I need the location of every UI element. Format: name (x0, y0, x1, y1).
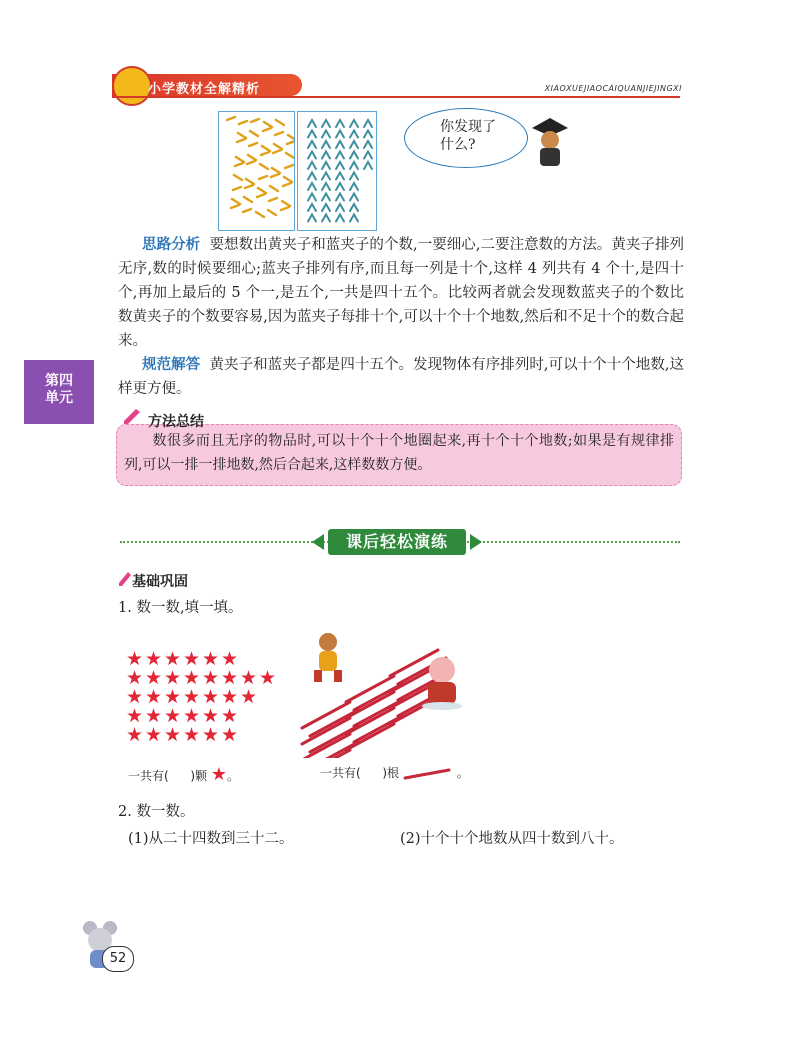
star-icon: ★ (240, 686, 258, 708)
stick-icon (346, 692, 394, 718)
blue-clip-icon (322, 131, 330, 138)
blue-clip-icon (322, 152, 330, 159)
blue-clip-icon (336, 162, 344, 169)
yellow-clip-icon (238, 133, 246, 138)
star-icon: ★ (126, 705, 144, 727)
header-rule (112, 96, 680, 98)
method-summary-body: 数很多而且无序的物品时,可以十个十个地圈起来,再十个十个地数;如果是有规律排列,可以一排一排地数,然后合起来,这样数数方便。 (124, 433, 674, 473)
yellow-clip-icon (245, 185, 253, 188)
yellow-clip-icon (232, 199, 240, 204)
blue-clip-icon (322, 173, 330, 180)
yellow-clip-icon (234, 175, 242, 180)
yellow-clips-icon (219, 112, 294, 230)
yellow-clip-icon (270, 186, 278, 191)
star-icon: ★ (145, 705, 163, 727)
header-pinyin: XIAOXUEJIAOCAIQUANJIEJINGXI (544, 84, 682, 93)
blue-clip-icon (364, 141, 372, 148)
blue-clip-icon (308, 183, 316, 190)
blue-clip-icon (308, 204, 316, 211)
star-icon: ★ (164, 667, 182, 689)
yellow-clip-icon (285, 165, 293, 168)
blue-clip-icon (308, 120, 316, 127)
header-title: 小学教材全解精析 (148, 82, 261, 97)
blue-clip-icon (350, 173, 358, 180)
blue-clip-icon (336, 215, 344, 222)
yellow-clip-icon (250, 131, 258, 136)
star-icon: ★ (221, 705, 239, 727)
blue-clip-icon (336, 152, 344, 159)
yellow-clip-icon (260, 164, 268, 169)
answer-paragraph (118, 353, 684, 401)
yellow-clip-icon (263, 128, 271, 131)
yellow-clip-icon (275, 132, 283, 135)
stars-answer-line: 一共有( )颗 ★。 (128, 764, 240, 785)
stars-answer-prefix: 一共有( (128, 769, 169, 783)
blue-clip-icon (350, 215, 358, 222)
star-icon: ★ (183, 686, 201, 708)
star-icon: ★ (202, 686, 220, 708)
blue-clip-icon (364, 152, 372, 159)
stars-answer-blank[interactable] (173, 779, 187, 780)
blue-clip-icon (364, 131, 372, 138)
question-1-title: 1. 数一数,填一填。 (118, 600, 243, 616)
blue-clip-icon (322, 215, 330, 222)
blue-clip-icon (350, 120, 358, 127)
blue-clip-icon (350, 162, 358, 169)
star-icon: ★ (145, 686, 163, 708)
yellow-clip-icon (237, 139, 245, 142)
blue-clip-icon (364, 120, 372, 127)
yellow-clip-icon (268, 210, 276, 215)
stars-answer-suffix: )颗 (190, 769, 208, 783)
yellow-clips-panel (218, 111, 295, 231)
blue-clip-icon (308, 152, 316, 159)
question-2-title: 2. 数一数。 (118, 804, 195, 820)
star-icon: ★ (221, 724, 239, 746)
sticks-answer-line: 一共有( )根 。 (320, 766, 469, 780)
section-title: 课后轻松演练 (328, 529, 466, 555)
blue-clip-icon (322, 120, 330, 127)
yellow-clip-icon (239, 121, 247, 124)
side-tab-line-1: 第四 (45, 373, 73, 389)
blue-clip-icon (350, 183, 358, 190)
yellow-clip-icon (259, 176, 267, 179)
blue-clip-icon (322, 194, 330, 201)
star-icon: ★ (145, 724, 163, 746)
right-arrow-icon (470, 534, 482, 550)
star-icon: ★ (164, 686, 182, 708)
yellow-clip-icon (262, 146, 270, 151)
yellow-clip-icon (233, 187, 241, 190)
star-icon: ★ (183, 667, 201, 689)
star-icon: ★ (164, 648, 182, 670)
yellow-clip-icon (256, 212, 264, 217)
blue-clip-icon (350, 131, 358, 138)
yellow-clip-icon (276, 120, 284, 125)
yellow-clip-icon (249, 143, 257, 146)
blue-clip-icon (322, 183, 330, 190)
blue-clip-icon (308, 131, 316, 138)
yellow-clip-icon (287, 141, 294, 144)
stick-icon (302, 702, 350, 728)
star-icon: ★ (210, 764, 227, 785)
scholar-mascot-icon (528, 116, 570, 168)
star-icon: ★ (221, 667, 239, 689)
yellow-clip-icon (244, 197, 252, 202)
yellow-clip-icon (274, 144, 282, 149)
blue-clip-icon (322, 141, 330, 148)
blue-clip-icon (308, 215, 316, 222)
yellow-clip-icon (271, 174, 279, 177)
star-icon: ★ (164, 724, 182, 746)
sticks-answer-prefix: 一共有( (320, 766, 361, 780)
yellow-clip-icon (286, 153, 294, 158)
blue-clip-icon (336, 204, 344, 211)
star-icon: ★ (183, 648, 201, 670)
star-icon: ★ (145, 648, 163, 670)
left-arrow-icon (312, 534, 324, 550)
star-icon: ★ (202, 705, 220, 727)
yellow-clip-icon (281, 207, 289, 210)
yellow-clip-icon (273, 150, 281, 153)
stick-icon (302, 718, 350, 744)
method-summary-title: 方法总结 (148, 414, 204, 430)
blue-clips-panel (297, 111, 377, 231)
star-icon: ★ (164, 705, 182, 727)
yellow-clip-icon (227, 117, 235, 120)
star-icon: ★ (126, 724, 144, 746)
yellow-clip-icon (283, 183, 291, 186)
yellow-clip-icon (264, 122, 272, 127)
star-icon: ★ (183, 705, 201, 727)
star-icon: ★ (202, 724, 220, 746)
blue-clip-icon (336, 131, 344, 138)
basics-title: 基础巩固 (132, 574, 188, 590)
page-number: 52 (102, 946, 134, 972)
yellow-clip-icon (282, 201, 290, 206)
blue-clip-icon (336, 141, 344, 148)
yellow-clip-icon (247, 161, 255, 164)
analysis-text: 要想数出黄夹子和蓝夹子的个数,一要细心,二要注意数的方法。黄夹子排列无序,数的时候要细心;蓝夹子排列有序,而且每一列是十个,这样 4 列共有 4 个十,是四十个,再加上最后的 5 个一,是五个,一共是四十五个。比较两者就会发现数蓝夹子的个数比数黄夹子的个数要容易,因为蓝夹子每排十个,可以十个十个地数,然后和不足十个的数合起来。 (118, 237, 685, 349)
book-logo-icon (112, 66, 152, 106)
yellow-clip-icon (248, 155, 256, 160)
yellow-clip-icon (261, 152, 269, 155)
star-icon: ★ (183, 724, 201, 746)
yellow-clip-icon (284, 177, 292, 182)
pencil-icon (118, 571, 132, 587)
star-icon: ★ (126, 667, 144, 689)
blue-clip-icon (336, 173, 344, 180)
blue-clip-icon (350, 152, 358, 159)
star-icon: ★ (145, 667, 163, 689)
unit-side-tab (24, 360, 94, 424)
answer-label: 规范解答 (142, 357, 201, 373)
question-2-part-2: (2)十个十个地数从四十数到八十。 (400, 831, 624, 847)
method-summary-text (124, 429, 674, 477)
blue-clip-icon (364, 162, 372, 169)
blue-clip-icon (308, 194, 316, 201)
yellow-clip-icon (288, 135, 294, 140)
blue-clip-icon (336, 120, 344, 127)
speech-bubble-text (440, 118, 510, 154)
side-tab-line-2: 单元 (45, 390, 73, 406)
question-2-part-1: (1)从二十四数到三十二。 (128, 831, 294, 847)
star-grid (126, 650, 286, 750)
analysis-label: 思路分析 (142, 237, 201, 253)
star-icon: ★ (126, 648, 144, 670)
stick-icon (346, 676, 394, 702)
blue-clip-icon (350, 204, 358, 211)
star-icon: ★ (126, 686, 144, 708)
analysis-paragraph (118, 233, 684, 353)
yellow-clip-icon (246, 179, 254, 184)
star-icon: ★ (221, 648, 239, 670)
star-icon: ★ (202, 667, 220, 689)
blue-clips-icon (298, 112, 376, 230)
yellow-clip-icon (272, 168, 280, 173)
blue-clip-icon (336, 183, 344, 190)
blue-clip-icon (308, 173, 316, 180)
blue-clip-icon (350, 141, 358, 148)
yellow-clip-icon (269, 198, 277, 201)
blue-clip-icon (308, 141, 316, 148)
star-icon: ★ (259, 667, 277, 689)
yellow-clip-icon (236, 157, 244, 162)
blue-clip-icon (336, 194, 344, 201)
answer-text: 黄夹子和蓝夹子都是四十五个。发现物体有序排列时,可以十个十个地数,这样更方便。 (118, 357, 685, 397)
yellow-clip-icon (258, 188, 266, 193)
monkey-king-icon (306, 628, 350, 684)
yellow-clip-icon (231, 205, 239, 208)
yellow-clip-icon (243, 209, 251, 212)
star-icon: ★ (221, 686, 239, 708)
yellow-clip-icon (257, 194, 265, 197)
sticks-answer-suffix: )根 (382, 766, 400, 780)
blue-clip-icon (350, 194, 358, 201)
blue-clip-icon (322, 204, 330, 211)
star-icon: ★ (240, 667, 258, 689)
stick-icon (403, 768, 453, 780)
pigsy-icon (414, 652, 470, 710)
blue-clip-icon (322, 162, 330, 169)
bubble-line-2: 什么? (440, 137, 476, 153)
yellow-clip-icon (251, 119, 259, 122)
yellow-clip-icon (235, 163, 243, 166)
bubble-line-1: 你发现了 (440, 119, 496, 135)
blue-clip-icon (308, 162, 316, 169)
star-icon: ★ (202, 648, 220, 670)
